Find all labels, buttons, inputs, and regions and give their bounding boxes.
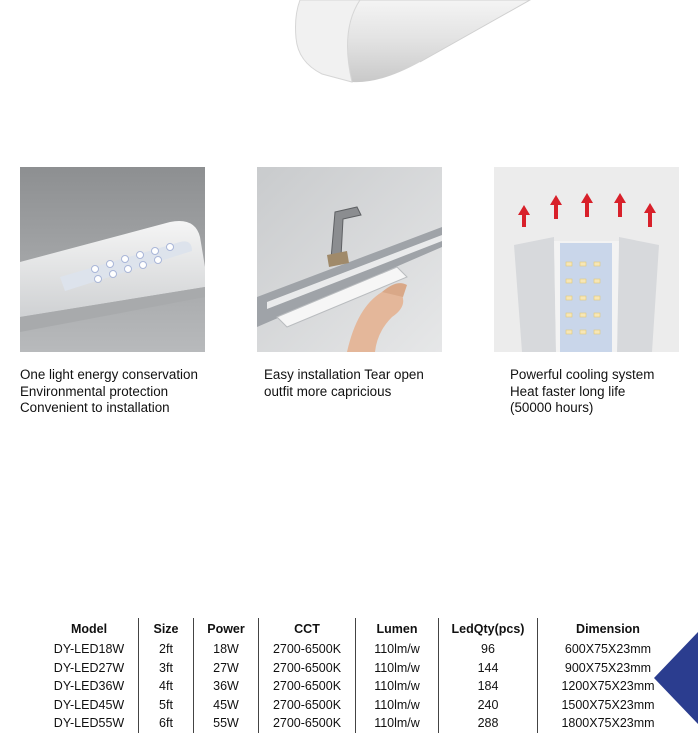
header-cct: CCT bbox=[259, 618, 356, 640]
header-model: Model bbox=[70, 622, 108, 636]
cell-lumen: 110lm/w bbox=[356, 677, 439, 696]
feature-caption-cooling bbox=[510, 367, 654, 417]
cell-lumen: 110lm/w bbox=[356, 696, 439, 715]
cell-cct: 2700-6500K bbox=[259, 640, 356, 659]
header-led-qty: LedQty(pcs) bbox=[439, 618, 538, 640]
cell-led-qty: 144 bbox=[439, 659, 538, 678]
decorative-corner-triangle bbox=[654, 632, 698, 724]
cell-model: DY-LED55W bbox=[53, 716, 125, 731]
cell-dimension: 1500X75X23mm bbox=[538, 696, 679, 715]
header-lumen: Lumen bbox=[356, 618, 439, 640]
cell-size: 6ft bbox=[139, 714, 194, 733]
cell-lumen: 110lm/w bbox=[356, 659, 439, 678]
cell-cct: 2700-6500K bbox=[259, 714, 356, 733]
cell-led-qty: 184 bbox=[439, 677, 538, 696]
feature-caption-energy bbox=[20, 367, 198, 417]
table-row bbox=[40, 696, 678, 715]
cell-size: 5ft bbox=[139, 696, 194, 715]
feature-photo-installation bbox=[257, 167, 442, 352]
cell-size: 4ft bbox=[139, 677, 194, 696]
table-row bbox=[40, 640, 678, 659]
cell-dimension: 600X75X23mm bbox=[538, 640, 679, 659]
cell-lumen: 110lm/w bbox=[356, 714, 439, 733]
cell-power: 27W bbox=[194, 659, 259, 678]
cell-cct: 2700-6500K bbox=[259, 677, 356, 696]
cell-dimension: 1200X75X23mm bbox=[538, 677, 679, 696]
cell-model: DY-LED45W bbox=[53, 697, 125, 712]
product-photo-top bbox=[0, 0, 698, 110]
cell-dimension: 1800X75X23mm bbox=[538, 714, 679, 733]
caption-line: Easy installation Tear open bbox=[264, 367, 424, 382]
cell-led-qty: 288 bbox=[439, 714, 538, 733]
cell-power: 55W bbox=[194, 714, 259, 733]
cell-power: 36W bbox=[194, 677, 259, 696]
caption-line: Convenient to installation bbox=[20, 400, 170, 415]
cell-cct: 2700-6500K bbox=[259, 696, 356, 715]
header-power: Power bbox=[194, 618, 259, 640]
feature-photo-cooling bbox=[494, 167, 679, 352]
spec-header-row bbox=[40, 618, 678, 640]
cell-model: DY-LED36W bbox=[53, 679, 125, 694]
caption-line: Powerful cooling system bbox=[510, 367, 655, 382]
cell-led-qty: 96 bbox=[439, 640, 538, 659]
cell-dimension: 900X75X23mm bbox=[538, 659, 679, 678]
caption-line: One light energy conservation bbox=[20, 367, 198, 382]
cell-size: 3ft bbox=[139, 659, 194, 678]
cell-model: DY-LED27W bbox=[53, 660, 125, 675]
cell-power: 18W bbox=[194, 640, 259, 659]
cell-cct: 2700-6500K bbox=[259, 659, 356, 678]
caption-line: Heat faster long life bbox=[510, 383, 626, 399]
table-row bbox=[40, 659, 678, 678]
cell-led-qty: 240 bbox=[439, 696, 538, 715]
cell-lumen: 110lm/w bbox=[356, 640, 439, 659]
caption-line: outfit more capricious bbox=[264, 383, 392, 399]
table-row bbox=[40, 714, 678, 733]
cell-power: 45W bbox=[194, 696, 259, 715]
cell-size: 2ft bbox=[139, 640, 194, 659]
header-size: Size bbox=[139, 618, 194, 640]
header-dimension: Dimension bbox=[538, 618, 679, 640]
cell-model: DY-LED18W bbox=[53, 642, 125, 657]
feature-photo-led-board bbox=[20, 167, 205, 352]
caption-line: (50000 hours) bbox=[510, 400, 594, 415]
caption-line: Environmental protection bbox=[20, 383, 169, 399]
spec-table bbox=[40, 618, 678, 733]
table-row bbox=[40, 677, 678, 696]
feature-caption-installation bbox=[264, 367, 424, 400]
